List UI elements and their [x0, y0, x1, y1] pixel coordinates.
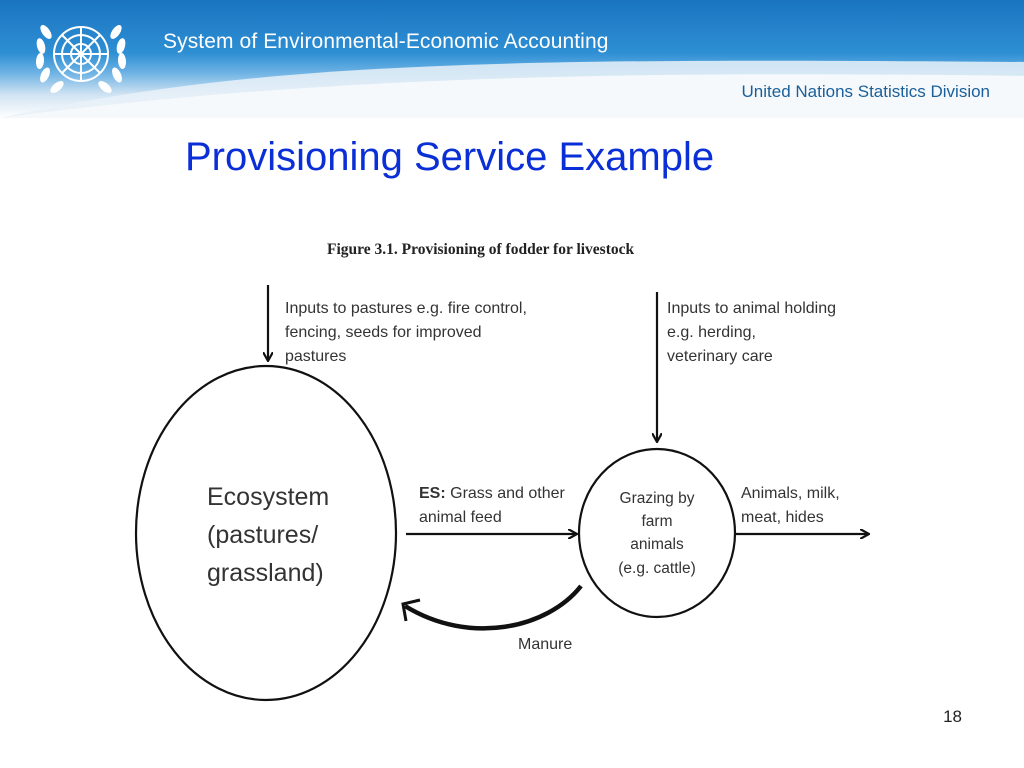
- figure-caption: Figure 3.1. Provisioning of fodder for livestock: [327, 241, 635, 258]
- inputs-pastures-line-3: pastures: [285, 348, 347, 365]
- ecosystem-label-line-3: grassland): [207, 559, 324, 587]
- grazing-label-line-2: farm: [641, 513, 673, 530]
- ecosystem-label-line-2: (pastures/: [207, 521, 319, 549]
- manure-arrow: [405, 586, 581, 628]
- outputs-line-1: Animals, milk,: [741, 485, 840, 502]
- grazing-label-line-1: Grazing by: [619, 490, 695, 507]
- inputs-animals-line-1: Inputs to animal holding: [667, 300, 836, 317]
- organization-title: System of Environmental-Economic Accounting: [163, 30, 609, 53]
- ecosystem-label-line-1: Ecosystem: [207, 483, 330, 511]
- page-number: 18: [943, 707, 962, 726]
- manure-label: Manure: [518, 636, 573, 653]
- inputs-pastures-line-1: Inputs to pastures e.g. fire control,: [285, 300, 527, 317]
- inputs-animals-line-3: veterinary care: [667, 348, 773, 365]
- division-name: United Nations Statistics Division: [741, 82, 990, 101]
- grazing-node: [579, 449, 735, 617]
- grazing-label-line-3: animals: [630, 536, 684, 553]
- grazing-label-line-4: (e.g. cattle): [618, 560, 696, 577]
- slide-title: Provisioning Service Example: [185, 135, 715, 179]
- es-flow-line-2: animal feed: [419, 509, 502, 526]
- inputs-pastures-line-2: fencing, seeds for improved: [285, 324, 482, 341]
- inputs-animals-line-2: e.g. herding,: [667, 324, 756, 341]
- outputs-line-2: meat, hides: [741, 509, 824, 526]
- es-flow-line-1: ES: Grass and other: [419, 485, 565, 502]
